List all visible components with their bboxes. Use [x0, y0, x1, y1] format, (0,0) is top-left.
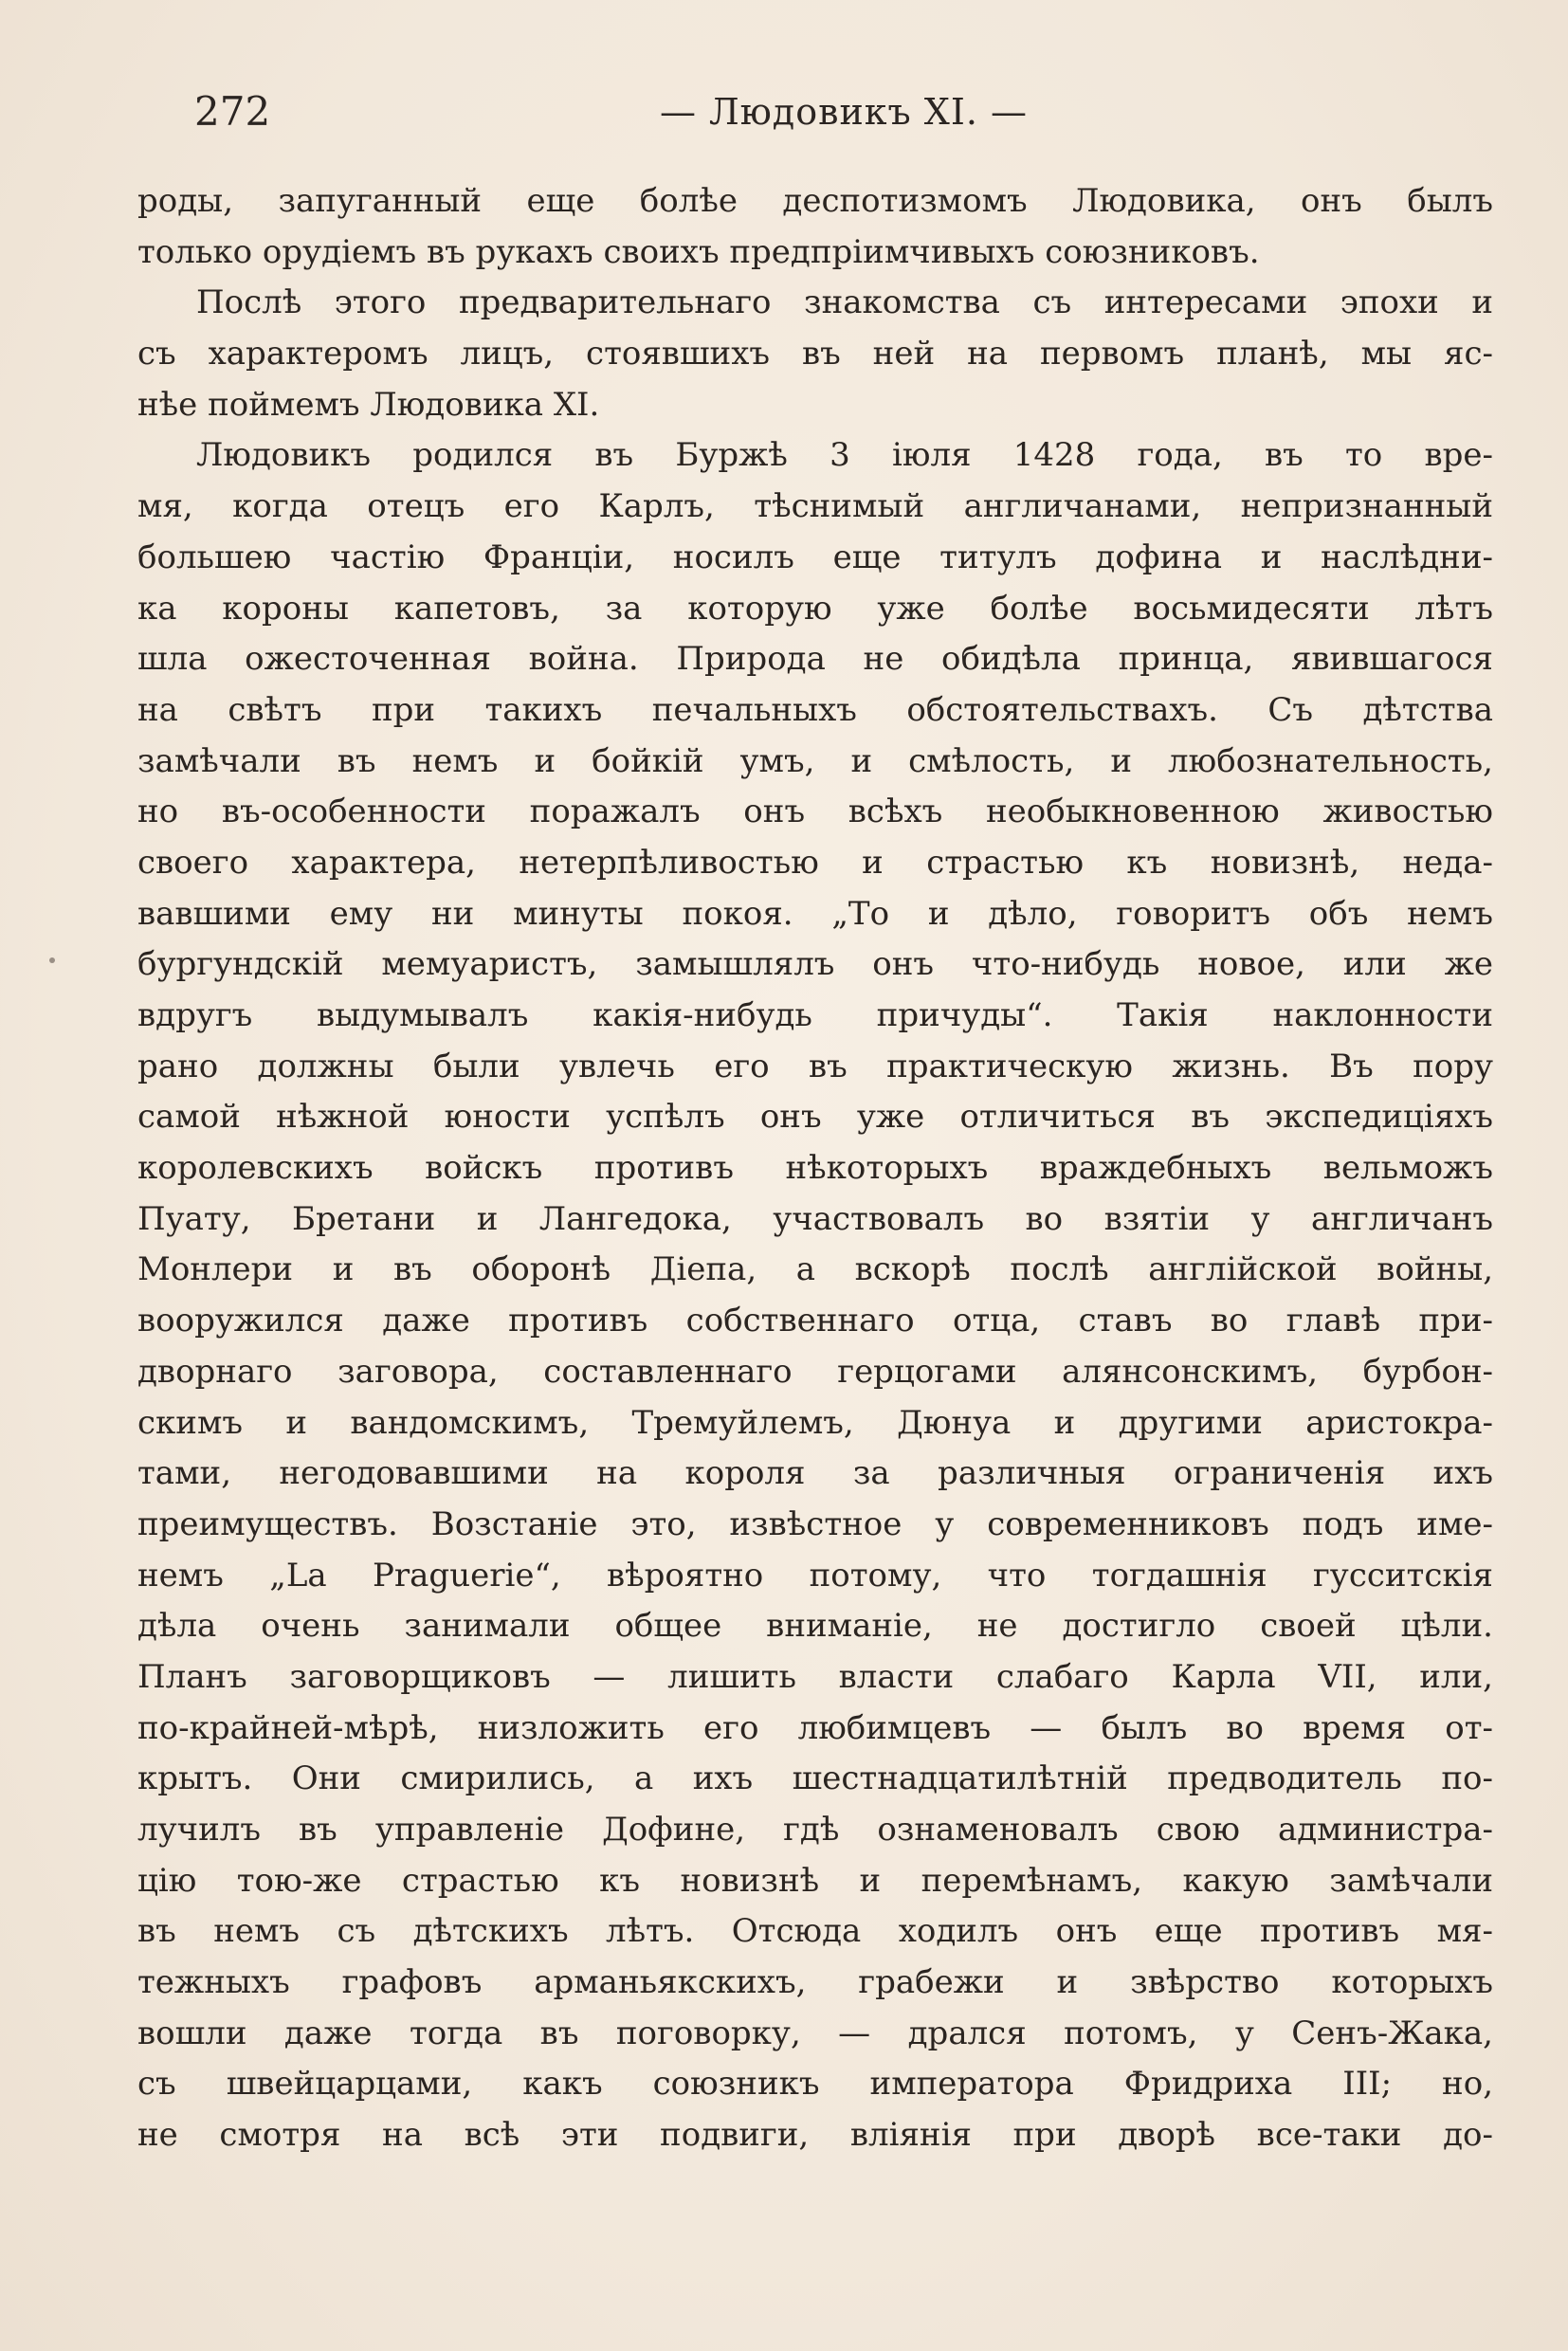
text-line: вавшими ему ни минуты покоя. „То и дѣло, говоритъ объ немъ	[137, 894, 1493, 933]
text-line: крытъ. Они смирились, а ихъ шестнадцатилѣтнiй предводитель по-	[137, 1759, 1493, 1798]
text-line: мя, когда отецъ его Карлъ, тѣснимый англичанами, непризнанный	[137, 487, 1493, 526]
text-line: вдругъ выдумывалъ какiя-нибудь причуды“. Такiя наклонности	[137, 996, 1493, 1034]
text-line: шла ожесточенная война. Природа не обидѣла принца, явившагося	[137, 640, 1493, 679]
text-line: большею частiю Францiи, носилъ еще титулъ дофина и наслѣдни-	[137, 538, 1493, 576]
text-line: своего характера, нетерпѣливостью и страстью къ новизнѣ, неда-	[137, 843, 1493, 882]
text-line: въ немъ съ дѣтскихъ лѣтъ. Отсюда ходилъ онъ еще противъ мя-	[137, 1912, 1493, 1951]
body-text	[137, 176, 1493, 2161]
text-line: но въ-особенности поражалъ онъ всѣхъ необыкновенною живостью	[137, 793, 1493, 831]
page-number: 272	[194, 88, 271, 135]
text-line: немъ „La Praguerie“, вѣроятно потому, что тогдашнiя гусситскiя	[137, 1556, 1493, 1595]
text-line: тежныхъ графовъ арманьякскихъ, грабежи и звѣрство которыхъ	[137, 1963, 1493, 2002]
text-line: на свѣтъ при такихъ печальныхъ обстоятельствахъ. Съ дѣтства	[137, 690, 1493, 729]
text-line: нѣе поймемъ Людовика XI.	[137, 385, 600, 424]
text-line: цiю тою-же страстью къ новизнѣ и перемѣнамъ, какую замѣчали	[137, 1861, 1493, 1900]
text-line: Пуату, Бретани и Лангедока, участвовалъ во взятiи у англичанъ	[137, 1199, 1493, 1238]
text-line: Планъ заговорщиковъ — лишить власти слабаго Карла VII, или,	[137, 1657, 1493, 1696]
text-line: вошли даже тогда въ поговорку, — дрался потомъ, у Сенъ-Жака,	[137, 2014, 1493, 2052]
text-line: бургундскiй мемуаристъ, замышлялъ онъ что-нибудь новое, или же	[137, 945, 1493, 984]
text-line: ка короны капетовъ, за которую уже болѣе восьмидесяти лѣтъ	[137, 589, 1493, 628]
text-line: дѣла очень занимали общее вниманiе, не достигло своей цѣли.	[137, 1607, 1493, 1646]
text-line: тами, негодовавшими на короля за различныя ограниченiя ихъ	[137, 1454, 1493, 1493]
text-line: самой нѣжной юности успѣлъ онъ уже отличиться въ экспедицiяхъ	[137, 1098, 1493, 1137]
text-line: Послѣ этого предварительнаго знакомства съ интересами эпохи и	[196, 283, 1493, 322]
text-line: лучилъ въ управленiе Дофине, гдѣ ознаменовалъ свою администра-	[137, 1811, 1493, 1849]
text-line: рано должны были увлечь его въ практическую жизнь. Въ пору	[137, 1047, 1493, 1085]
text-line: съ швейцарцами, какъ союзникъ императора Фридриха III; но,	[137, 2065, 1493, 2104]
text-line: вооружился даже противъ собственнаго отца, ставъ во главѣ при-	[137, 1302, 1493, 1340]
running-title: — Людовикъ XI. —	[659, 91, 1029, 133]
text-line: скимъ и вандомскимъ, Тремуйлемъ, Дюнуа и другими аристокра-	[137, 1403, 1493, 1442]
text-line: роды, запуганный еще болѣе деспотизмомъ Людовика, онъ былъ	[137, 182, 1493, 220]
text-line: дворнаго заговора, составленнаго герцогами алянсонскимъ, бурбон-	[137, 1352, 1493, 1391]
text-line: не смотря на всѣ эти подвиги, влiянiя при дворѣ все-таки до-	[137, 2116, 1493, 2155]
text-line: по-крайней-мѣрѣ, низложить его любимцевъ — былъ во время от-	[137, 1708, 1493, 1747]
page-header	[194, 83, 1493, 140]
text-line: королевскихъ войскъ противъ нѣкоторыхъ враждебныхъ вельможъ	[137, 1149, 1493, 1188]
text-line: Монлери и въ оборонѣ Дiепа, а вскорѣ послѣ англiйской войны,	[137, 1250, 1493, 1289]
margin-speck	[49, 957, 55, 963]
text-line: съ характеромъ лицъ, стоявшихъ въ ней на первомъ планѣ, мы яс-	[137, 335, 1493, 374]
text-line: только орудiемъ въ рукахъ своихъ предпрiимчивыхъ союзниковъ.	[137, 232, 1260, 271]
text-line: Людовикъ родился въ Буржѣ 3 iюля 1428 года, въ то вре-	[196, 436, 1493, 475]
text-line: замѣчали въ немъ и бойкiй умъ, и смѣлость, и любознательность,	[137, 741, 1493, 780]
text-line: преимуществъ. Возстанiе это, извѣстное у современниковъ подъ име-	[137, 1504, 1493, 1543]
